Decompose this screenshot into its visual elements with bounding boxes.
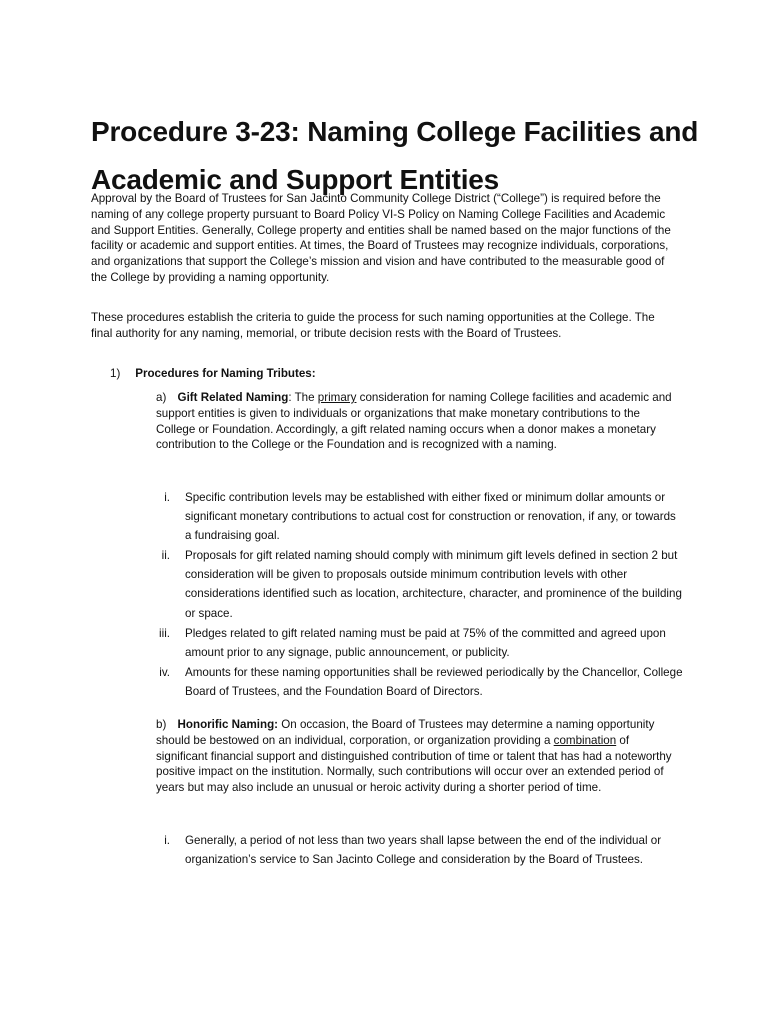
subsection-a-heading: Gift Related Naming xyxy=(177,391,289,404)
subsection-a-text-after: consideration for naming College facilities and academic and support entities is given to individuals or organizations that make monetary contributions to the College or Foundation. Accordingly, a gift related naming occurs when a donor makes a monetary contribution to the College or the Foundation and is recognized with a naming. xyxy=(156,391,672,452)
intro-paragraph: Approval by the Board of Trustees for San Jacinto Community College District (“College”) is required before the naming of any college property pursuant to Board Policy VI-S Policy on Naming College Facilities and Academic and Support Entities. Generally, College property and entities shall be named based on the major functions of the facility or academic and support entities. At times, the Board of Trustees may recognize individuals, corporations, and organizations that support the College’s mission and vision and have contributed to the measurable good of the College by providing a naming opportunity. xyxy=(91,192,671,284)
subsection-a xyxy=(156,390,681,453)
list-item-text: Pledges related to gift related naming must be paid at 75% of the committed and agreed upon amount prior to any signage, public announcement, or publicity. xyxy=(185,627,666,660)
subsection-b-text-before: On occasion, the Board of Trustees may determine a naming opportunity should be bestowed on an individual, corporation, or organization providing a xyxy=(156,718,655,747)
subsection-a-letter: a) xyxy=(156,391,167,404)
list-item-number: i. xyxy=(164,834,170,847)
subsection-b xyxy=(156,717,681,796)
section-1-number: 1) xyxy=(110,367,121,380)
section-1-label: Procedures for Naming Tributes: xyxy=(135,367,316,380)
subsection-a-text-before: : The xyxy=(288,391,318,404)
list-item-text: Generally, a period of not less than two years shall lapse between the end of the individual or organization’s service to San Jacinto College and consideration by the Board of Trustees. xyxy=(185,834,662,867)
section-1-heading xyxy=(110,366,316,382)
page-title: Procedure 3-23: Naming College Facilities and Academic and Support Entities xyxy=(91,116,699,195)
subsection-b-letter: b) xyxy=(156,718,167,731)
subsection-b-underlined: combination xyxy=(553,733,617,747)
list-item-number: ii. xyxy=(161,549,170,562)
list-item-number: i. xyxy=(164,491,170,504)
subsection-b-heading: Honorific Naming: xyxy=(177,718,279,731)
list-item-text: Amounts for these naming opportunities shall be reviewed periodically by the Chancellor, College Board of Trustees, and the Foundation Board of Directors. xyxy=(185,666,683,699)
subsection-b-text-after: of significant financial support and distinguished contribution of time or talent that has had a noteworthy positive impact on the institution. Normally, such contributions will occur over an extended period of years but may also include an unusual or heroic activity during a shorter period of time. xyxy=(156,733,672,795)
list-item-number: iv. xyxy=(159,666,170,679)
criteria-paragraph: These procedures establish the criteria to guide the process for such naming opportunities at the College. The final authority for any naming, memorial, or tribute decision rests with the Board of Trustees. xyxy=(91,311,655,340)
list-item-number: iii. xyxy=(159,627,170,640)
list-item-text: Proposals for gift related naming should comply with minimum gift levels defined in section 2 but consideration will be given to proposals outside minimum contribution levels with other considerations identified such as location, architecture, character, and prominence of the building or space. xyxy=(185,549,682,620)
subsection-a-underlined: primary xyxy=(317,391,357,404)
list-item-text: Specific contribution levels may be established with either fixed or minimum dollar amounts or significant monetary contributions to actual cost for construction or renovation, if any, or towards a fundraising goal. xyxy=(185,491,676,543)
